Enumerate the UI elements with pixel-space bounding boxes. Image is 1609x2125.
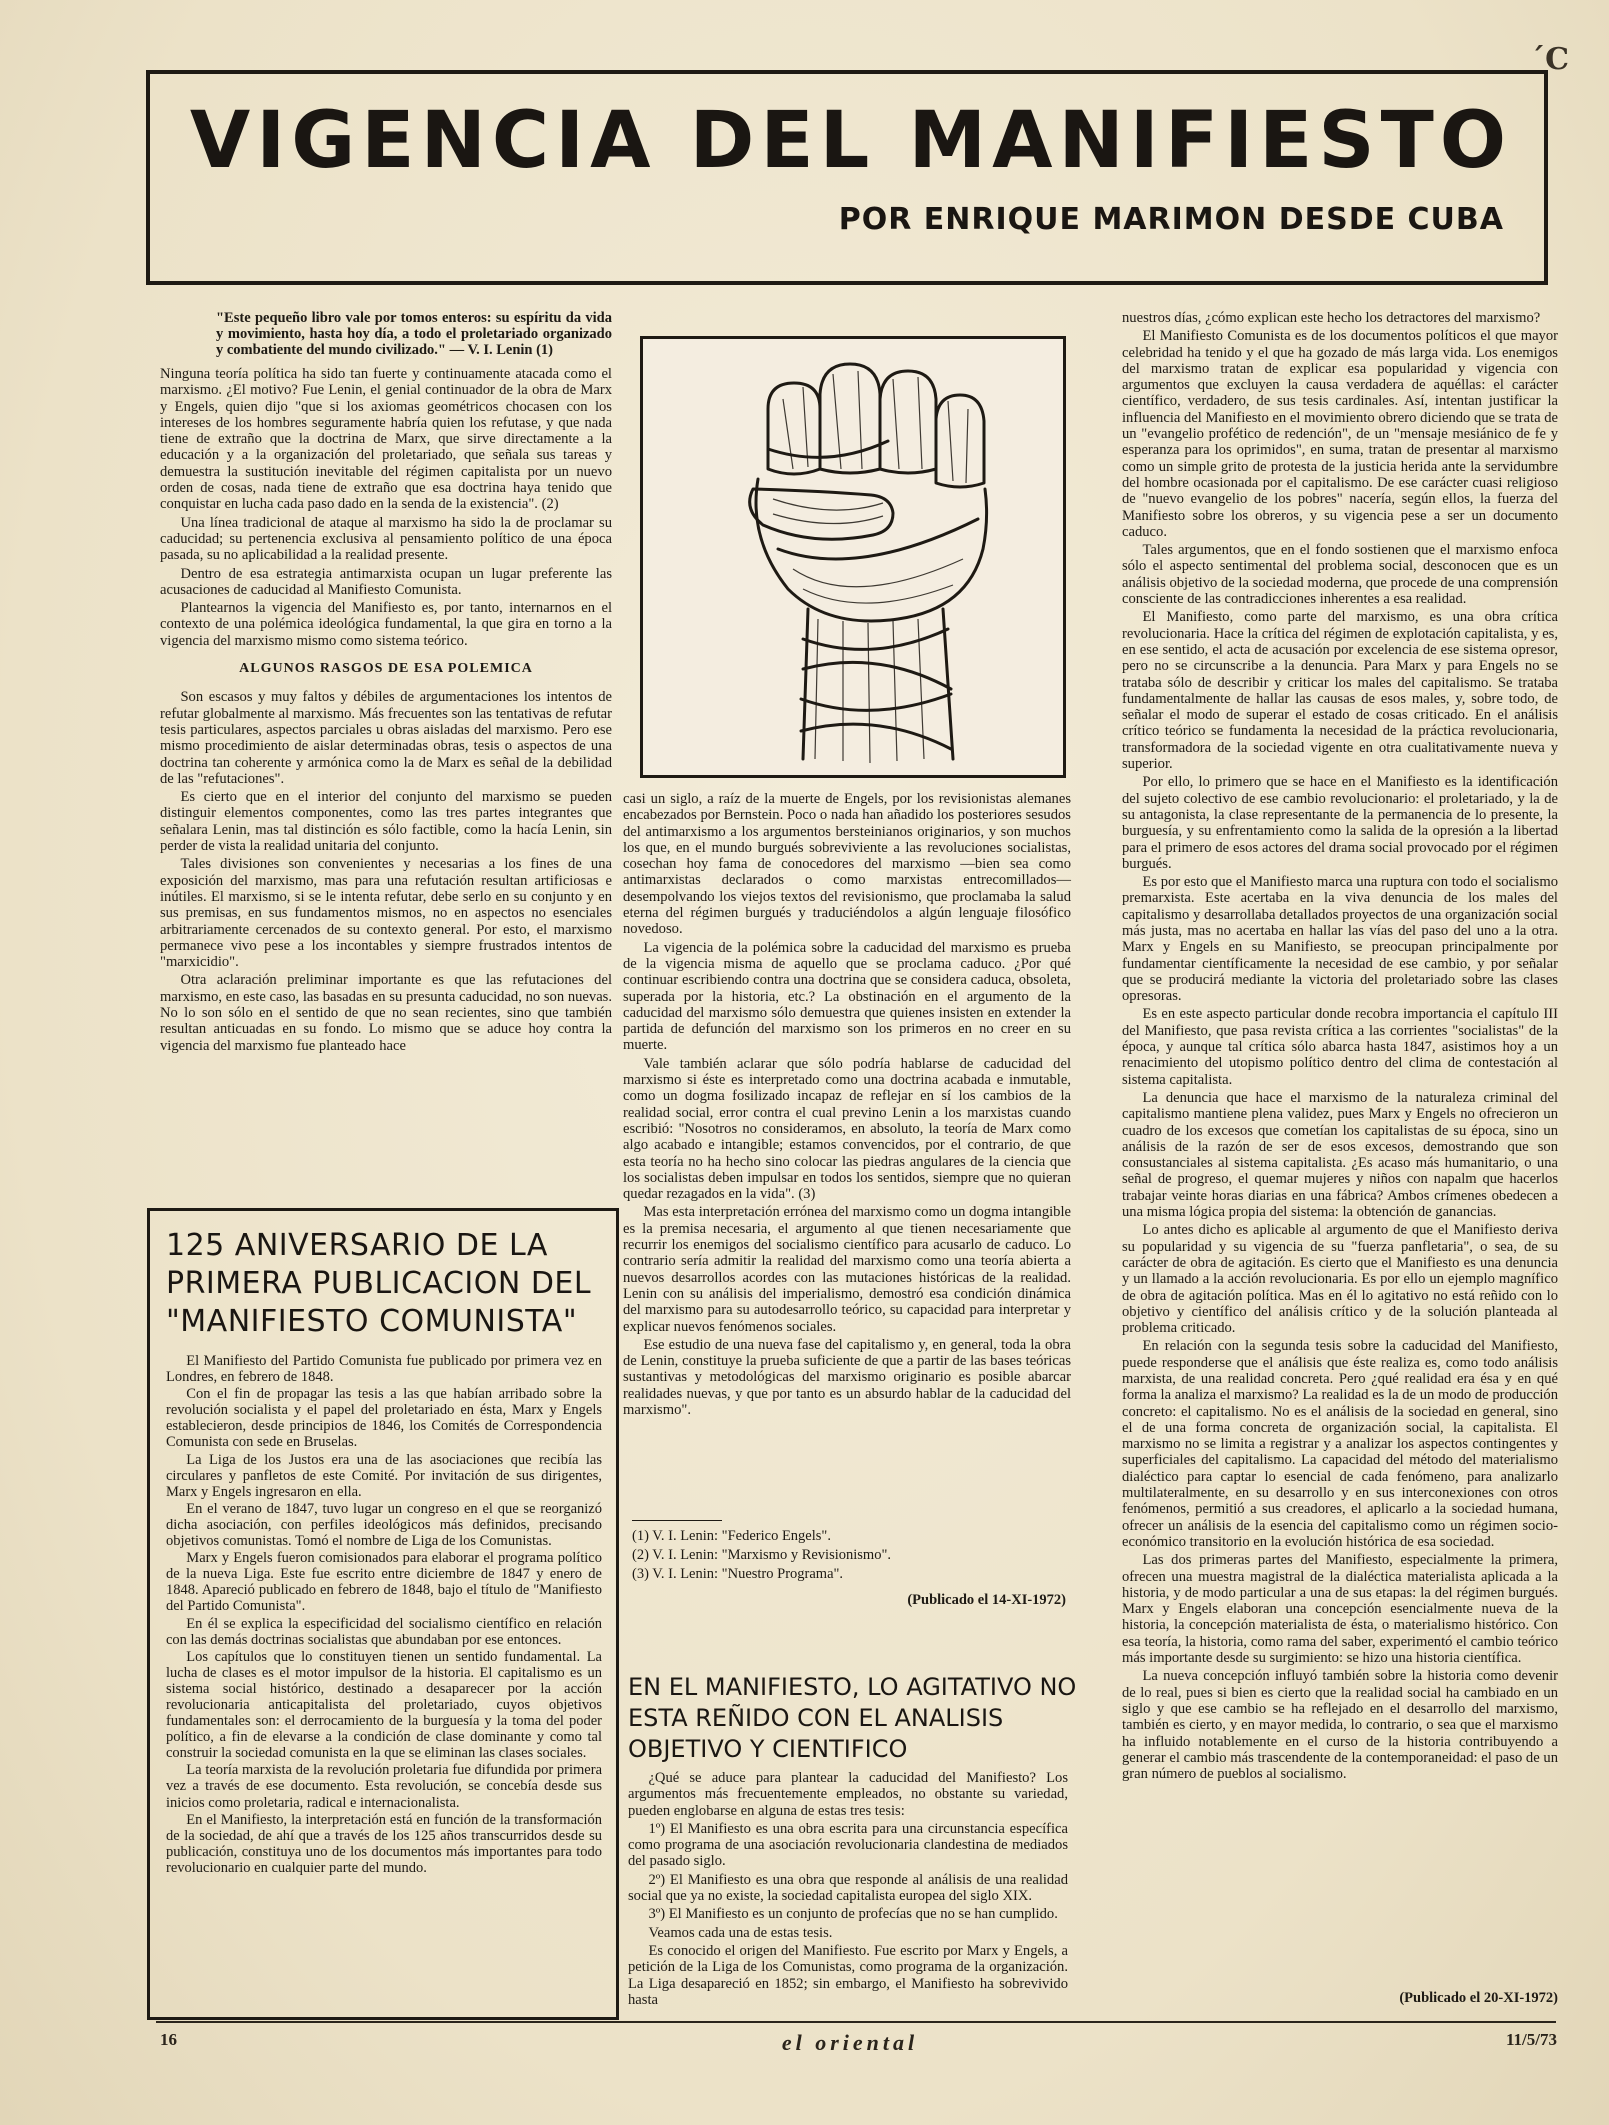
paragraph: La teoría marxista de la revolución proletaria fue difundida por primera vez a través de ese documento. Esta revolución, se concebía desde sus inicios como proletaria, radical e internacionalista. [166,1762,602,1811]
paragraph: Tales divisiones son convenientes y necesarias a los fines de una exposición del marxismo, mas para una refutación resultan artificiosas e inútiles. El marxismo, si se le intenta refutar, debe serlo en su conjunto y en sus premisas, en sus fundamentos mismos, no en aspectos no esenciales arbitrariamente cercenados de su contexto general. Por esto, el marxismo permanece vivo pese a los incontables y siempre frustrados intentos de "marxicidio". [160,856,612,971]
paragraph: Otra aclaración preliminar importante es que las refutaciones del marxismo, en este caso, las basadas en su presunta caducidad, no son nuevas. No lo son sólo en el sentido de que no sean recientes, sino que también resultan anticuadas en su fondo. Lo mismo que se aduce hoy contra la vigencia del marxismo fue planteado hace [160,972,612,1054]
publication-date-note: (Publicado el 20-XI-1972) [1399,1990,1558,2006]
paragraph: En el verano de 1847, tuvo lugar un congreso en el que se reorganizó dicha asociación, con perfiles ideológicos más definidos, precisando objetivos comunistas. Tomó el nombre de Liga de los Comunistas. [166,1500,602,1550]
box-title: 125 ANIVERSARIO DE LA PRIMERA PUBLICACION DEL "MANIFIESTO COMUNISTA" [166,1228,592,1339]
footnote: (2) V. I. Lenin: "Marxismo y Revisionismo". [632,1547,892,1563]
paragraph: Es conocido el origen del Manifiesto. Fue escrito por Marx y Engels, a petición de la Liga de los Comunistas, como programa de la organización. La Liga desapareció en 1852; sin embargo, el Manifiesto ha sobrevivido hasta [628,1942,1068,2008]
paragraph: Plantearnos la vigencia del Manifiesto es, por tanto, internarnos en el contexto de una polémica ideológica fundamental, la que gira en torno a la vigencia del marxismo mismo como sistema teórico. [160,600,612,649]
section-body [628,1770,1068,2010]
article-headline: VIGENCIA DEL MANIFIESTO [189,96,1513,186]
paragraph: La vigencia de la polémica sobre la caducidad del marxismo es prueba de la vigencia misma de aquello que se proclama caduco. ¿Por qué continuar escribiendo contra una doctrina que se considera caduca, obsoleta, superada por la historia, etc.? La obstinación en el argumento de la caducidad del marxismo sólo demuestra que quienes insisten en extender la partida de defunción del marxismo son los primeros en no creer en su muerte. [623,939,1071,1054]
paragraph: El Manifiesto Comunista es de los documentos políticos el que mayor celebridad ha tenido y el que ha gozado de más larga vida. Los enemigos del marxismo tratan de explicar esa popularidad y vigencia con argumentos que excluyen la causa verdadera de aquéllas: el carácter científico, verdadero, de sus tesis cardinales. Así, intentan justificar la influencia del Manifiesto en el movimiento obrero diciendo que se trata de un "evangelio profético de redención", de un "mensaje mesiánico de fe y esperanza para los oprimidos", en suma, tratan de presentar al marxismo como un simple grito de protesta de la justicia herida ante la servidumbre del hombre ocasionada por el capitalismo. De ese carácter cuasi religioso de "nuevo evangelio de los pobres" nacería, según ellos, la fuerza del Manifiesto sobre los obreros, y su vigencia pese a ser un documento caduco. [1122,328,1558,540]
paragraph: Ese estudio de una nueva fase del capitalismo y, en general, toda la obra de Lenin, constituye la prueba suficiente de que a partir de las bases teóricas sustantivas y metodológicas del marxismo originario es posible abarcar realidades nuevas, y que por tanto es un absurdo hablar de la caducidad del marxismo". [623,1336,1071,1418]
paragraph: Una línea tradicional de ataque al marxismo ha sido la de proclamar su caducidad; su pertenencia exclusiva al pensamiento político de una época pasada, su no aplicabilidad a la realidad presente. [160,514,612,564]
paragraph: Veamos cada una de estas tesis. [648,1924,833,1941]
footnote: (3) V. I. Lenin: "Nuestro Programa". [632,1566,844,1582]
paragraph: Las dos primeras partes del Manifiesto, especialmente la primera, ofrecen una muestra magistral de la dialéctica materialista aplicada a la historia, y de modo particular a una de sus etapas: la del régimen burgués. Marx y Engels elaboran una concepción esencialmente nueva de la historia, la concepción materialista de ésta, o materialismo histórico. Con esa teoría, la historia, como rama del saber, experimentó el cambio teórico más importante desde su surgimiento: se hizo una historia científica. [1122,1552,1558,1667]
paragraph: La Liga de los Justos era una de las asociaciones que recibía las circulares y panfletos de este Comité. Por invitación de sus dirigentes, Marx y Engels ingresaron en ella. [166,1451,602,1500]
paragraph: Con el fin de propagar las tesis a las que habían arribado sobre la revolución socialista y el papel del proletariado en ésta, Marx y Engels establecieron, desde principios de 1846, los Comités de Correspondencia Comunista con sede en Bruselas. [166,1386,602,1451]
raised-fist-illustration [640,336,1066,778]
paragraph: Tales argumentos, que en el fondo sostienen que el marxismo enfoca sólo el aspecto sentimental del problema social, desconocen que es un análisis objetivo de la sociedad moderna, que procede de una comprensión consciente de las contradicciones inherentes a esa realidad. [1122,542,1558,608]
paragraph: 3º) El Manifiesto es un conjunto de profecías que no se han cumplido. [648,1906,1058,1923]
paragraph: Lo antes dicho es aplicable al argumento de que el Manifiesto deriva su popularidad y su vigencia de su "fuerza panfletaria", o sea, de su carácter de obra de agitación. Es cierto que el Manifiesto es una denuncia y un llamado a la acción revolucionaria. Es por ello un ejemplo magnífico de obra de agitación política. Mas en él lo agitativo no está reñido con lo objetivo y científico del análisis crítico y de la solución planteada al problema criticado. [1122,1222,1558,1337]
paragraph: Marx y Engels fueron comisionados para elaborar el programa político de la nueva Liga. Este fue escrito entre diciembre de 1847 y enero de 1848. Apareció publicado en febrero de 1848, bajo el título de "Manifiesto del Partido Comunista". [166,1550,602,1615]
paragraph: En relación con la segunda tesis sobre la caducidad del Manifiesto, puede responderse que el análisis que éste realiza es, como todo análisis marxista, de una realidad concreta. Pero ¿qué realidad era ésa y en qué forma la analiza el marxismo? La realidad es la de un modo de producción concreto: el capitalismo. No es el análisis de la sociedad en general, sino el de una forma concreta de organización social, la capitalista. El marxismo no se limita a registrar y a analizar los aspectos contingentes y superficiales del capitalismo. La capacidad del método del materialismo dialéctico para captar lo esencial de cada fenómeno, para analizarlo multilateralmente, en su desarrollo y en sus interconexiones con otros fenómenos, permitió a sus creadores, el aplicarlo a la sociedad humana, ofrecer un análisis de la esencia del capitalismo como un régimen socio-económico transitorio en la evolución histórica de esa sociedad. [1122,1338,1558,1550]
paragraph: 1º) El Manifiesto es una obra escrita para una circunstancia específica como programa de una asociación revolucionaria clandestina de mediados del pasado siglo. [628,1820,1068,1870]
footnotes [632,1527,1066,1584]
paragraph: casi un siglo, a raíz de la muerte de Engels, por los revisionistas alemanes encabezados por Bernstein. Poco o nada han añadido los posteriores sesudos del antimarxismo a los argumentos bersteinianos originarios, y son muchos los que, en el mundo burgués sobreviviente a las revoluciones socialistas, cosechan hoy fama de conocedores del marxismo —bien sea como antimarxistas declarados o como marxistas entrecomillados— desempolvando los viejos textos del revisionismo, que proclamaba la salud eterna del régimen burgués y traduciéndolos a algún lenguaje filosófico novedoso. [623,791,1071,938]
headline-box [146,70,1548,285]
paragraph: nuestros días, ¿cómo explican este hecho los detractores del marxismo? [1122,310,1541,326]
paragraph: El Manifiesto, como parte del marxismo, es una obra crítica revolucionaria. Hace la crítica del régimen de explotación capitalista, y es, en ese sentido, el acta de acusación por excelencia de ese sistema opresor, pero no se circunscribe a la denuncia. Para Marx y para Engels no se trataba sólo de describir y criticar los males del capitalismo. Se trataba fundamentalmente de hallar las causas de esos males, y, sobre todo, de señalar el modo de superar el estado de cosas criticado. En el análisis crítico teórico se fundamenta la necesidad de la práctica revolucionaria, transformadora de la sociedad vigente en otra cualitativamente nueva y superior. [1122,609,1558,773]
corner-mark: ´C [1530,42,1569,77]
page-number: 16 [160,2030,177,2049]
article-byline: POR ENRIQUE MARIMON DESDE CUBA [838,202,1504,237]
paragraph: Los capítulos que lo constituyen tienen un sentido fundamental. La lucha de clases es el motor impulsor de la historia. El capitalismo es un sistema social histórico, destinado a desaparecer por la acción revolucionaria anticapitalista del proletariado, cuyos objetivos fundamentales son: el derrocamiento de la burguesía y la toma del poder político, a fin de elevarse a la condición de clase dominante y como tal construir la sociedad comunista en la que se eliminan las clases sociales. [166,1648,602,1762]
paragraph: Vale también aclarar que sólo podría hablarse de caducidad del marxismo si éste es interpretado como una doctrina acabada e inmutable, como un dogma fosilizado incapaz de reflejar en sí los cambios de la realidad social, error contra el cual previno Lenin a los marxistas cuando escribió: "Nosotros no consideramos, en absoluto, la teoría de Marx como algo acabado e intangible; estamos convencidos, por el contrario, de que esta teoría no ha hecho sino colocar las piedras angulares de la ciencia que los socialistas deben impulsar en todos los sentidos, siempre que no quieran quedar rezagados en la vida". (3) [623,1055,1071,1203]
epigraph: "Este pequeño libro vale por tomos enteros: su espíritu da vida y movimiento, hasta hoy día, a todo el proletariado organizado y combatiente del mundo civilizado." — V. I. Lenin (1) [216,310,612,358]
paragraph: 2º) El Manifiesto es una obra que responde al análisis de una realidad social que ya no existe, la sociedad capitalista europea del siglo XIX. [628,1871,1068,1905]
paragraph: Mas esta interpretación errónea del marxismo como un dogma intangible es la premisa necesaria, el argumento al que tienen necesariamente que recurrir los enemigos del socialismo científico para acusarlo de caduco. Lo contrario sería admitir la realidad del marxismo como una teoría abierta a nuevos desarrollos acordes con las mutaciones históricas de la realidad. Lenin con su análisis del imperialismo, demostró esa condición dinámica del marxismo para su autodesarrollo teórico, su capacidad para interpretar y explicar nuevos fenómenos sociales. [623,1204,1071,1335]
section-title: EN EL MANIFIESTO, LO AGITATIVO NO ESTA REÑIDO CON EL ANALISIS OBJETIVO Y CIENTIFICO [628,1673,1077,1763]
anniversary-box [147,1208,619,2020]
masthead: el oriental [781,2030,919,2055]
section-subhead: ALGUNOS RASGOS DE ESA POLEMICA [239,661,533,677]
paragraph: Es por esto que el Manifiesto marca una ruptura con todo el socialismo premarxista. Este acertaba en la viva denuncia de los males del capitalismo y desarrollaba detallados proyectos de una organización social más justa, mas no acertaba en hallar las vías del paso del uno a la otra. Marx y Engels en su Manifiesto, se preocupan principalmente por fundamentar científicamente la necesidad de ese cambio, y por señalar que se producirá mediante la victoria del proletariado sobre las clases opresoras. [1122,874,1558,1005]
right-column [1122,310,1558,1784]
paragraph: ¿Qué se aduce para plantear la caducidad del Manifiesto? Los argumentos más frecuentemente empleados, no obstante su variedad, pueden englobarse en alguna de estas tres tesis: [628,1770,1068,1819]
box-body [166,1353,602,1876]
paragraph: El Manifiesto del Partido Comunista fue publicado por primera vez en Londres, en febrero de 1848. [166,1353,602,1386]
issue-date: 11/5/73 [1505,2030,1557,2049]
paragraph: Por ello, lo primero que se hace en el Manifiesto es la identificación del sujeto colectivo de ese cambio revolucionario: el proletariado, y la de su antagonista, la clase representante de la permanencia de lo presente, la burguesía, y su enfrentamiento como la salida de la opresión a la libertad para el primero de esos actores del drama social provocado por el régimen burgués. [1122,774,1558,872]
paragraph: Dentro de esa estrategia antimarxista ocupan un lugar preferente las acusaciones de caducidad al Manifiesto Comunista. [160,565,612,598]
paragraph: Es cierto que en el interior del conjunto del marxismo se pueden distinguir elementos componentes, como las tres partes integrantes que señalara Lenin, mas tal distinción es sólo factible, como la hacía Lenin, sin perder de vista la realidad unitaria del conjunto. [160,789,612,855]
footnote: (1) V. I. Lenin: "Federico Engels". [632,1528,831,1544]
paragraph: En el Manifiesto, la interpretación está en función de la transformación de la sociedad, de ahí que a través de los 125 años transcurridos desde su publicación, constituya uno de los documentos más importantes para todo revolucionario en cualquier parte del mundo. [166,1811,602,1876]
paragraph: Son escasos y muy faltos y débiles de argumentaciones los intentos de refutar globalmente al marxismo. Más frecuentes son las tentativas de refutar tesis particulares, aspectos parciales u obras aisladas del marxismo. Pero ese mismo procedimiento de aislar determinadas obras, tesis o aspectos de una doctrina tan coherente y armónica como la de Marx es señal de la debilidad de las "refutaciones". [160,689,612,787]
paragraph: Es en este aspecto particular donde recobra importancia el capítulo III del Manifiesto, que pasa revista crítica a las corrientes "socialistas" de la época, y aunque tal crítica sólo abarca hasta 1847, asistimos hoy a un renacimiento del utopismo político dentro del clima de contestación al sistema capitalista. [1122,1006,1558,1088]
paragraph: La denuncia que hace el marxismo de la naturaleza criminal del capitalismo mantiene plena validez, pues Marx y Engels no ofrecieron un cuadro de los excesos que cometían los capitalistas de su época, sino un análisis de la razón de ser de esos excesos, demostrando que son consustanciales al sistema capitalista. ¿Es acaso más humanitario, o una señal de progreso, el quemar mujeres y niños con napalm que hacerlos trabajar veinte horas diarias en una fábrica? Ambos crímenes obedecen a una misma lógica propia del sistema: la obtención de ganancias. [1122,1089,1558,1221]
left-column-top [160,310,612,1056]
footer-rule [156,2021,1556,2023]
paragraph: La nueva concepción influyó también sobre la historia como devenir de lo real, pues si bien es cierto que la realidad social ha cambiado en un siglo y que ese cambio se ha reflejado en el desarrollo del marxismo, también es cierto, y en mayor medida, lo contrario, o sea que el marxismo ha influido notablemente en el curso de la historia contribuyendo a generar el cambio más trascendente de la contemporaneidad: el paso de un gran número de pueblos al socialismo. [1122,1668,1558,1783]
paragraph: Ninguna teoría política ha sido tan fuerte y continuamente atacada como el marxismo. ¿El motivo? Fue Lenin, el genial continuador de la obra de Marx y Engels, quien dijo "que si los axiomas geométricos chocasen con los intereses de los hombres seguramente habría quien los refutase, y que nada tiene de extraño que la doctrina de Marx, que sirve directamente a la educación y a la organización del proletariado, que señala sus tareas y demuestra la sustitución inevitable del régimen capitalista por un nuevo orden de cosas, nada tiene de extraño que esa doctrina haya tenido que conquistar en lucha cada paso dado en la senda de la existencia". (2) [160,366,612,513]
raised-fist-icon [643,339,1063,775]
publication-date-note: (Publicado el 14-XI-1972) [907,1592,1066,1608]
middle-column [623,791,1071,1420]
notes-rule [632,1520,722,1521]
paragraph: En él se explica la especificidad del socialismo científico en relación con las demás doctrinas socialistas que abundaban por ese entonces. [166,1615,602,1648]
